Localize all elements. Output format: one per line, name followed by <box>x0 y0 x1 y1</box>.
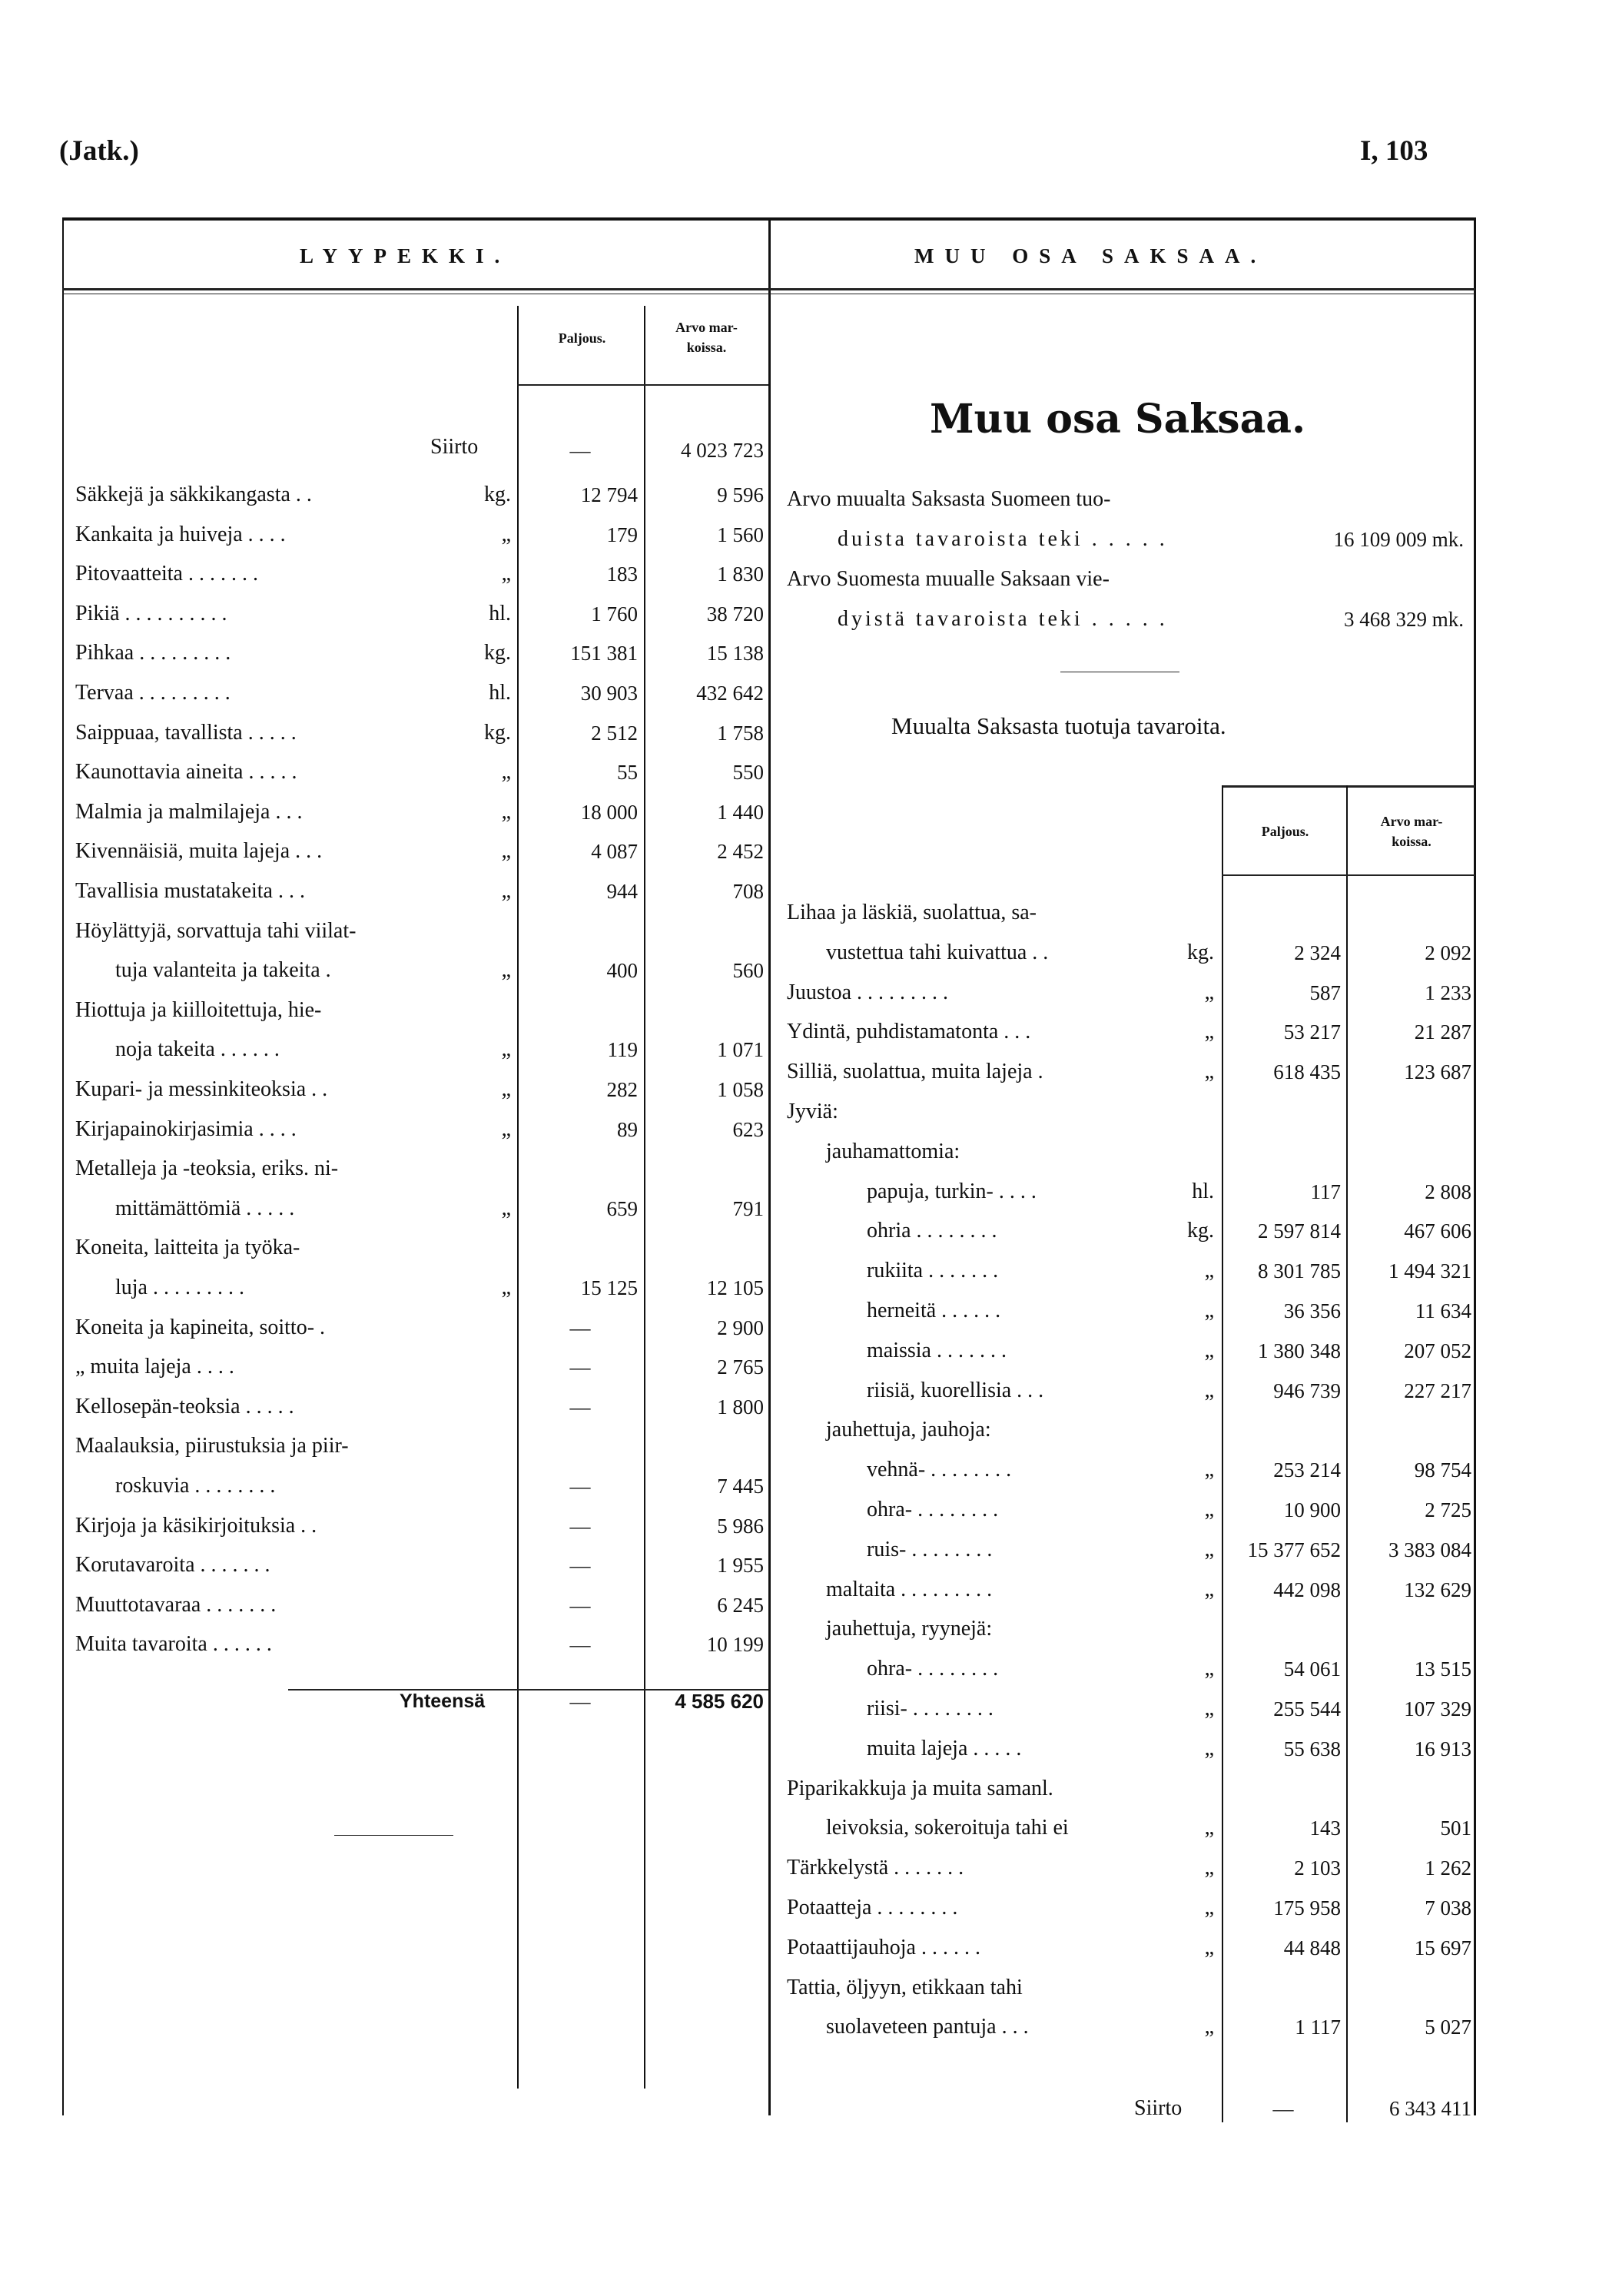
left-row-label: Pihkaa . . . . . . . . . <box>75 641 231 665</box>
left-row-unit: „ <box>501 839 511 864</box>
right-row-unit: „ <box>1204 1378 1214 1402</box>
left-row-qty: 15 125 <box>580 1276 638 1299</box>
right-row-val: 107 329 <box>1404 1697 1471 1720</box>
right-row-unit: kg. <box>1187 940 1214 964</box>
right-row-label: Piparikakkuja ja muita samanl. <box>787 1776 1053 1800</box>
right-row-qty: 143 <box>1309 1817 1341 1840</box>
right-row-unit: „ <box>1204 1896 1214 1919</box>
right-row-unit: „ <box>1204 1498 1214 1521</box>
left-row-val: 38 720 <box>706 602 764 625</box>
left-end-rule <box>334 1835 453 1836</box>
right-row-qty: 618 435 <box>1273 1060 1341 1084</box>
left-row-label: Kivennäisiä, muita lajeja . . . <box>75 839 323 864</box>
right-row-label: maissia . . . . . . . <box>867 1338 1007 1362</box>
left-row-val: 550 <box>732 761 764 785</box>
left-row-label: Kupari- ja messinkiteoksia . . <box>75 1077 328 1101</box>
right-row-qty: 946 739 <box>1273 1379 1341 1402</box>
right-row-qty: 1 380 348 <box>1258 1339 1341 1362</box>
left-row-label-cont: noja takeita . . . . . . <box>115 1037 280 1062</box>
right-row-label: Potaatteja . . . . . . . . <box>787 1896 958 1919</box>
left-row-val: 2 452 <box>717 840 764 864</box>
left-row-qty: 18 000 <box>580 800 638 824</box>
left-row-unit: kg. <box>484 483 511 506</box>
left-row-qty: 659 <box>606 1196 638 1220</box>
right-row-qty: 10 900 <box>1283 1498 1341 1521</box>
right-row-label: Silliä, suolattua, muita lajeja . <box>787 1060 1043 1084</box>
right-row-label: jauhettuja, ryynejä: <box>826 1617 993 1641</box>
right-row-val: 16 913 <box>1414 1737 1471 1760</box>
left-row-unit: hl. <box>489 601 511 625</box>
right-row-label: rukiita . . . . . . . <box>867 1259 999 1283</box>
left-row-qty: 183 <box>606 562 638 586</box>
left-row-qty: — <box>569 1475 591 1498</box>
right-row-label: maltaita . . . . . . . . . <box>826 1577 993 1601</box>
left-row-unit: kg. <box>484 641 511 665</box>
left-carry-qty: — <box>569 439 591 462</box>
right-row-unit: „ <box>1204 2015 1214 2039</box>
export-value-line-1: Arvo Suomesta muualle Saksaan vie- <box>787 567 1110 591</box>
right-row-label: herneitä . . . . . . <box>867 1299 1001 1322</box>
import-value-line-2: duista tavaroista teki . . . . . <box>838 527 1168 551</box>
right-row-label: Potaattijauhoja . . . . . . <box>787 1935 980 1959</box>
right-row-val: 21 287 <box>1414 1020 1471 1044</box>
left-row-val: 708 <box>732 880 764 903</box>
right-row-qty: 255 544 <box>1273 1697 1341 1720</box>
right-row-val: 1 233 <box>1425 980 1471 1004</box>
right-row-qty: 44 848 <box>1283 1936 1341 1959</box>
left-row-unit: „ <box>501 958 511 983</box>
left-total-qty: — <box>569 1690 591 1713</box>
right-row-val: 7 038 <box>1425 1896 1471 1919</box>
left-row-qty: 55 <box>617 761 638 785</box>
right-row-val: 132 629 <box>1404 1578 1471 1601</box>
section-title-left: LYYPEKKI. <box>300 244 511 267</box>
right-row-val: 13 515 <box>1414 1657 1471 1681</box>
left-row-qty: — <box>569 1316 591 1339</box>
right-carry-label: Siirto <box>1134 2096 1183 2120</box>
right-row-unit: „ <box>1204 1697 1214 1720</box>
right-row-qty: 2 324 <box>1294 941 1341 964</box>
right-row-label: jauhettuja, jauhoja: <box>826 1418 991 1442</box>
right-col-header-val-2: koissa. <box>1392 834 1431 849</box>
right-row-qty: 8 301 785 <box>1258 1259 1341 1283</box>
right-row-val: 98 754 <box>1414 1458 1471 1482</box>
center-divider <box>768 217 771 2115</box>
right-row-label: ruis- . . . . . . . . <box>867 1537 993 1561</box>
left-col-header-val-2: koissa. <box>686 340 727 355</box>
left-row-label: Muita tavaroita . . . . . . <box>75 1632 272 1657</box>
right-row-label: papuja, turkin- . . . . <box>867 1179 1037 1203</box>
import-value-line-1: Arvo muualta Saksasta Suomeen tuo- <box>787 487 1111 511</box>
section-title-right: MUU OSA SAKSAA. <box>914 244 1267 267</box>
right-row-unit: „ <box>1204 1020 1214 1044</box>
left-row-label: Höylättyjä, sorvattuja tahi viilat- <box>75 918 357 943</box>
left-row-val: 432 642 <box>696 682 764 705</box>
left-row-val: 1 058 <box>717 1078 764 1101</box>
left-col-header-qty: Paljous. <box>558 330 606 346</box>
left-row-label: Malmia ja malmilajeja . . . <box>75 799 303 824</box>
right-row-qty: 54 061 <box>1283 1657 1341 1681</box>
right-row-label: Jyviä: <box>787 1100 838 1123</box>
right-row-label: vustettua tahi kuivattua . . <box>826 940 1049 964</box>
left-row-label: Säkkejä ja säkkikangasta . . <box>75 483 312 506</box>
import-value: 16 109 009 mk. <box>1333 528 1464 551</box>
left-row-qty: — <box>569 1633 591 1657</box>
left-row-label: Pitovaatteita . . . . . . . <box>75 562 258 586</box>
right-row-label: leivoksia, sokeroituja tahi ei <box>826 1816 1069 1840</box>
right-header-rule-top <box>1222 785 1475 788</box>
right-row-qty: 2 103 <box>1294 1856 1341 1880</box>
export-value-line-2: dyistä tavaroista teki . . . . . <box>838 607 1168 631</box>
left-col-rule-2 <box>644 306 645 2089</box>
left-row-qty: 1 760 <box>591 602 638 625</box>
right-row-label: riisi- . . . . . . . . <box>867 1697 994 1720</box>
right-row-unit: hl. <box>1192 1179 1214 1203</box>
right-row-label: muita lajeja . . . . . <box>867 1736 1022 1760</box>
right-row-qty: 55 638 <box>1283 1737 1341 1760</box>
left-row-qty: 4 087 <box>591 840 638 864</box>
right-row-val: 501 <box>1440 1817 1471 1840</box>
left-row-val: 7 445 <box>717 1475 764 1498</box>
left-row-label-cont: mittämättömiä . . . . . <box>115 1196 295 1220</box>
left-row-label-cont: luja . . . . . . . . . <box>115 1276 244 1299</box>
right-row-qty: 36 356 <box>1283 1299 1341 1322</box>
left-col-header-val-1: Arvo mar- <box>675 320 738 335</box>
right-col-header-val-1: Arvo mar- <box>1380 814 1443 829</box>
left-row-label: Kankaita ja huiveja . . . . <box>75 522 286 546</box>
left-row-unit: hl. <box>489 681 511 705</box>
left-row-unit: „ <box>501 522 511 546</box>
left-row-qty: — <box>569 1593 591 1617</box>
right-row-unit: „ <box>1204 1856 1214 1880</box>
left-row-label: Maalauksia, piirustuksia ja piir- <box>75 1434 349 1458</box>
right-row-qty: 15 377 652 <box>1247 1538 1341 1561</box>
frame-right-rule <box>1474 217 1476 2115</box>
left-carry-label: Siirto <box>430 435 479 459</box>
right-row-label: ohra- . . . . . . . . <box>867 1657 999 1681</box>
right-row-qty: 53 217 <box>1283 1020 1341 1044</box>
right-row-qty: 442 098 <box>1273 1578 1341 1601</box>
right-row-label: riisiä, kuorellisia . . . <box>867 1378 1044 1402</box>
right-col-rule-1 <box>1222 785 1223 2122</box>
header-left: (Jatk.) <box>59 135 139 167</box>
right-row-unit: „ <box>1204 1577 1214 1601</box>
left-row-unit: „ <box>501 1037 511 1062</box>
left-row-qty: — <box>569 1554 591 1578</box>
left-row-val: 1 440 <box>717 800 764 824</box>
right-row-label: Juustoa . . . . . . . . . <box>787 980 948 1004</box>
right-row-qty: 253 214 <box>1273 1458 1341 1482</box>
right-row-val: 1 262 <box>1425 1856 1471 1880</box>
right-row-label: Lihaa ja läskiä, suolattua, sa- <box>787 901 1037 924</box>
right-row-qty: 1 117 <box>1295 2016 1341 2039</box>
left-row-val: 15 138 <box>706 642 764 665</box>
left-total-label: Yhteensä <box>400 1690 486 1712</box>
right-row-unit: kg. <box>1187 1219 1214 1243</box>
right-row-unit: „ <box>1204 980 1214 1004</box>
right-carry-qty: — <box>1272 2097 1294 2120</box>
left-header-rule <box>517 384 768 386</box>
right-row-val: 2 808 <box>1425 1180 1471 1203</box>
right-row-val: 2 725 <box>1425 1498 1471 1521</box>
left-col-rule-1 <box>517 306 519 2089</box>
right-row-label: Tattia, öljyyn, etikkaan tahi <box>787 1975 1023 1999</box>
right-row-label: jauhamattomia: <box>826 1139 960 1163</box>
right-row-unit: „ <box>1204 1657 1214 1681</box>
left-row-label: Kirjoja ja käsikirjoituksia . . <box>75 1513 317 1538</box>
right-row-label: ohria . . . . . . . . <box>867 1219 997 1243</box>
export-value: 3 468 329 mk. <box>1343 608 1464 631</box>
left-row-qty: 151 381 <box>570 642 638 665</box>
right-row-qty: 2 597 814 <box>1258 1219 1341 1243</box>
left-row-qty: 89 <box>617 1117 638 1141</box>
right-row-val: 1 494 321 <box>1388 1259 1471 1283</box>
right-row-label: ohra- . . . . . . . . <box>867 1498 999 1521</box>
left-row-qty: — <box>569 1514 591 1538</box>
left-row-val: 9 596 <box>717 483 764 506</box>
right-row-qty: 175 958 <box>1273 1896 1341 1919</box>
left-row-label: Tavallisia mustatakeita . . . <box>75 879 305 903</box>
left-row-unit: kg. <box>484 720 511 745</box>
left-row-val: 560 <box>732 959 764 983</box>
right-row-unit: „ <box>1204 1299 1214 1322</box>
left-row-label: Kaunottavia aineita . . . . . <box>75 760 297 785</box>
frame-left-rule <box>62 217 64 2115</box>
section-rule <box>62 288 1475 290</box>
right-subtitle: Muualta Saksasta tuotuja tavaroita. <box>891 712 1226 739</box>
right-row-val: 5 027 <box>1425 2016 1471 2039</box>
left-row-label: Hiottuja ja kiilloitettuja, hie- <box>75 997 322 1022</box>
left-row-qty: 30 903 <box>580 682 638 705</box>
right-row-qty: 117 <box>1310 1180 1341 1203</box>
right-row-label: Tärkkelystä . . . . . . . <box>787 1856 964 1880</box>
left-row-label: Tervaa . . . . . . . . . <box>75 681 231 705</box>
right-row-val: 11 634 <box>1415 1299 1471 1322</box>
left-row-unit: „ <box>501 760 511 785</box>
left-row-label: Muuttotavaraa . . . . . . . <box>75 1592 277 1617</box>
left-row-label: Koneita, laitteita ja työka- <box>75 1236 300 1260</box>
right-row-qty: 587 <box>1309 980 1341 1004</box>
left-row-label: Korutavaroita . . . . . . . <box>75 1553 270 1578</box>
right-row-val: 227 217 <box>1404 1379 1471 1402</box>
page-number: I, 103 <box>1360 135 1428 167</box>
right-row-val: 3 383 084 <box>1388 1538 1471 1561</box>
right-row-val: 207 052 <box>1404 1339 1471 1362</box>
left-total-val: 4 585 620 <box>675 1690 764 1713</box>
right-row-unit: „ <box>1204 1060 1214 1084</box>
left-row-qty: 400 <box>606 959 638 983</box>
left-row-qty: 119 <box>607 1038 638 1062</box>
left-row-val: 12 105 <box>706 1276 764 1299</box>
left-row-val: 791 <box>732 1196 764 1220</box>
left-row-qty: 12 794 <box>580 483 638 506</box>
left-row-qty: 2 512 <box>591 721 638 745</box>
right-row-unit: „ <box>1204 1736 1214 1760</box>
left-row-val: 1 955 <box>717 1554 764 1578</box>
left-row-val: 623 <box>732 1117 764 1141</box>
left-carry-val: 4 023 723 <box>681 439 764 462</box>
left-row-val: 2 900 <box>717 1316 764 1339</box>
right-row-unit: „ <box>1204 1537 1214 1561</box>
right-row-val: 15 697 <box>1414 1936 1471 1959</box>
left-row-val: 5 986 <box>717 1514 764 1538</box>
left-row-unit: „ <box>501 1077 511 1101</box>
right-row-val: 2 092 <box>1425 941 1471 964</box>
right-row-unit: „ <box>1204 1816 1214 1840</box>
right-row-label: suolaveteen pantuja . . . <box>826 2015 1029 2039</box>
right-header-rule <box>1222 874 1475 876</box>
left-row-val: 1 830 <box>717 562 764 586</box>
left-row-qty: 282 <box>606 1078 638 1101</box>
left-row-unit: „ <box>501 1196 511 1220</box>
left-row-label: Saippuaa, tavallista . . . . . <box>75 720 297 745</box>
left-row-label: Metalleja ja -teoksia, eriks. ni- <box>75 1156 339 1181</box>
left-row-qty: 944 <box>606 880 638 903</box>
left-row-unit: „ <box>501 799 511 824</box>
left-row-val: 6 245 <box>717 1593 764 1617</box>
left-row-val: 1 071 <box>717 1038 764 1062</box>
left-row-label: Kirjapainokirjasimia . . . . <box>75 1116 297 1141</box>
right-row-val: 467 606 <box>1404 1219 1471 1243</box>
right-row-label: vehnä- . . . . . . . . <box>867 1458 1012 1482</box>
right-row-unit: „ <box>1204 1259 1214 1283</box>
left-row-qty: — <box>569 1355 591 1379</box>
left-row-qty: 179 <box>606 523 638 546</box>
left-row-label: Kellosepän-teoksia . . . . . <box>75 1394 294 1418</box>
left-row-qty: — <box>569 1395 591 1418</box>
right-col-rule-2 <box>1346 785 1348 2122</box>
right-col-header-qty: Paljous. <box>1261 824 1309 839</box>
left-row-label-cont: roskuvia . . . . . . . . <box>115 1474 276 1498</box>
left-row-label-cont: tuja valanteita ja takeita . <box>115 958 331 983</box>
right-row-val: 123 687 <box>1404 1060 1471 1084</box>
left-row-unit: „ <box>501 562 511 586</box>
left-row-val: 1 800 <box>717 1395 764 1418</box>
left-row-unit: „ <box>501 1276 511 1299</box>
left-row-label: „ muita lajeja . . . . <box>75 1355 234 1379</box>
right-title: Muu osa Saksaa. <box>930 396 1306 443</box>
left-row-val: 1 560 <box>717 523 764 546</box>
right-row-unit: „ <box>1204 1935 1214 1959</box>
left-row-val: 1 758 <box>717 721 764 745</box>
left-row-val: 2 765 <box>717 1355 764 1379</box>
left-row-val: 10 199 <box>706 1633 764 1657</box>
right-carry-val: 6 343 411 <box>1389 2097 1471 2120</box>
right-row-unit: „ <box>1204 1338 1214 1362</box>
left-row-unit: „ <box>501 879 511 903</box>
left-row-unit: „ <box>501 1116 511 1141</box>
left-row-label: Koneita ja kapineita, soitto- . <box>75 1315 326 1339</box>
right-row-unit: „ <box>1204 1458 1214 1482</box>
right-row-label: Ydintä, puhdistamatonta . . . <box>787 1020 1031 1044</box>
left-row-label: Pikiä . . . . . . . . . . <box>75 601 227 625</box>
